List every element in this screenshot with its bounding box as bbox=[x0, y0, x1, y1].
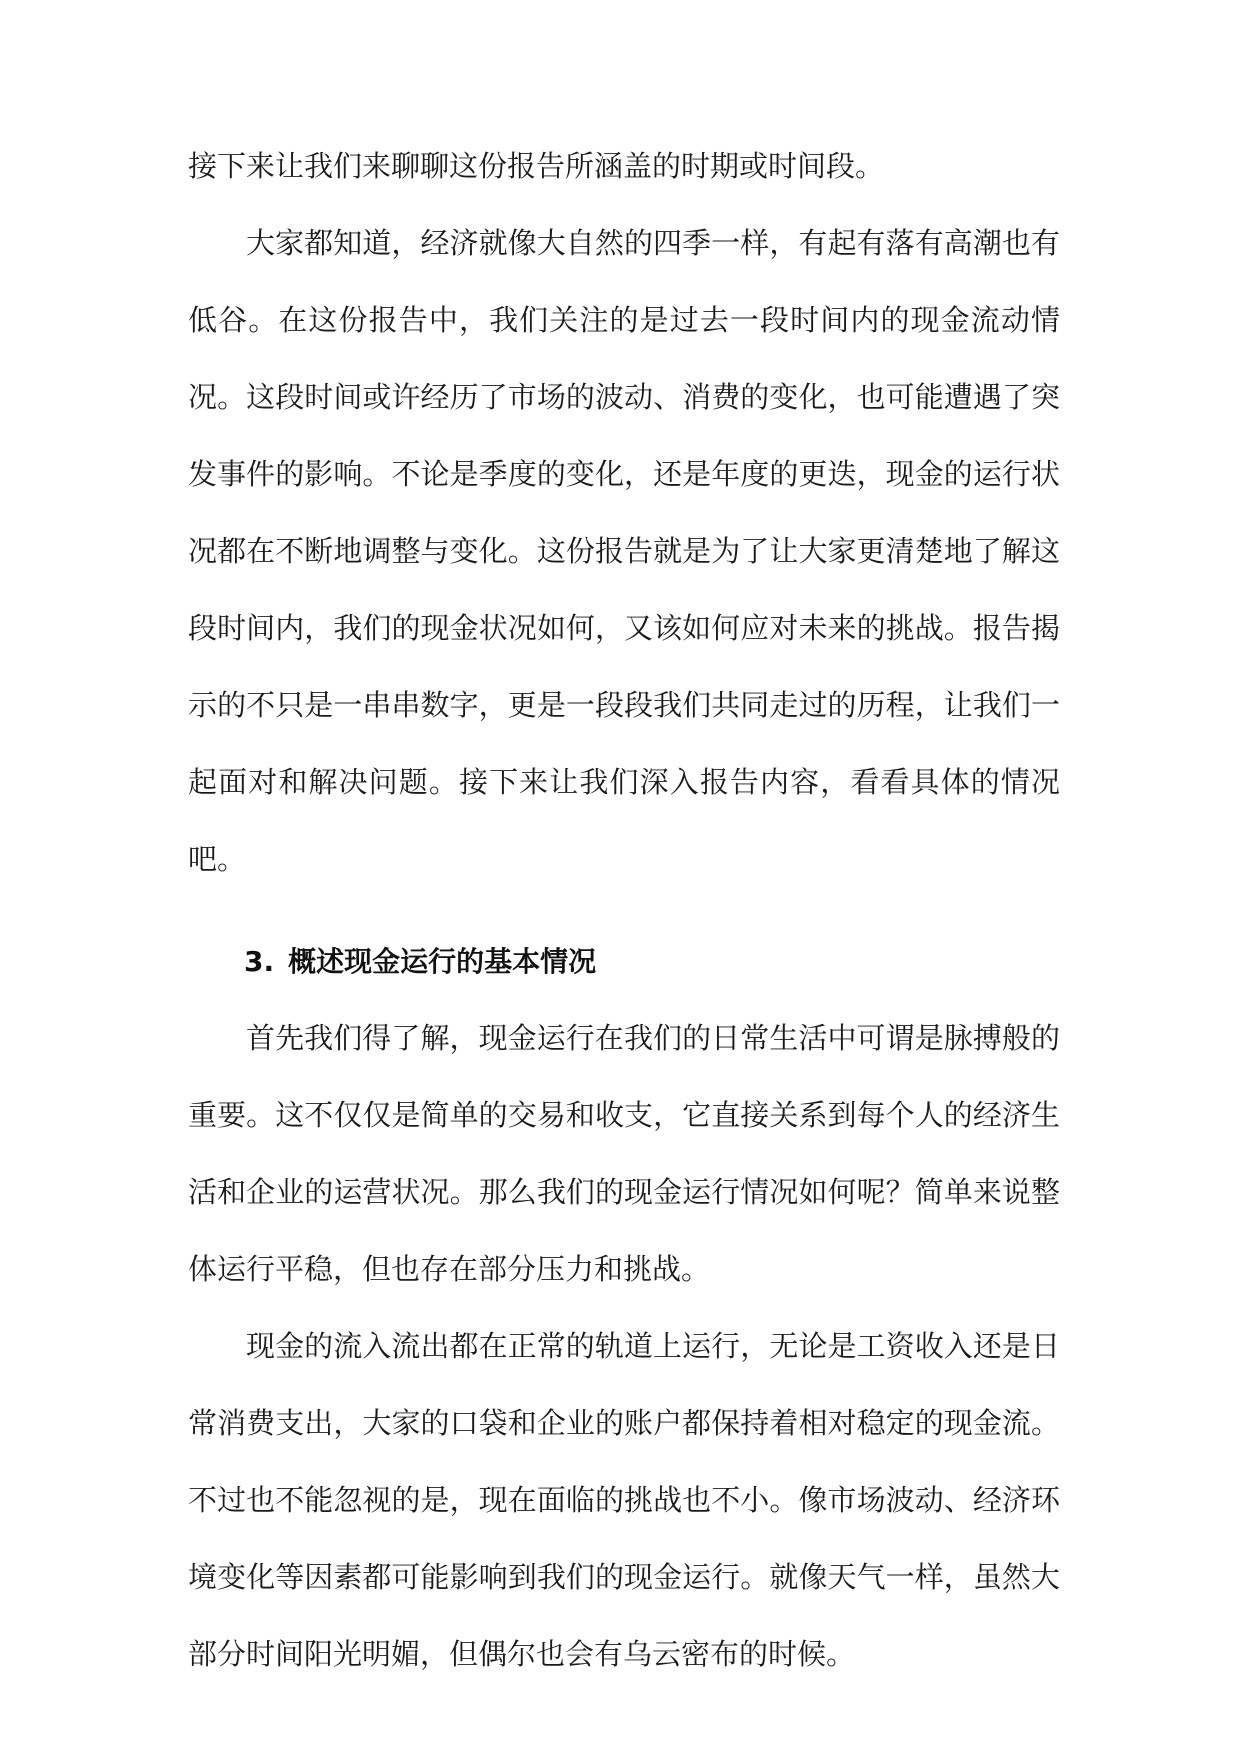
cash-flow-paragraph: 现金的流入流出都在正常的轨道上运行，无论是工资收入还是日常消费支出，大家的口袋和企业的账户都保持着相对稳定的现金流。不过也不能忽视的是，现在面临的挑战也不小。像市场波动、经济环境变化等因素都可能影响到我们的现金运行。就像天气一样，虽然大部分时间阳光明媚，但偶尔也会有乌云密布的时候。 bbox=[188, 1329, 1060, 1671]
time-period-paragraph: 大家都知道，经济就像大自然的四季一样，有起有落有高潮也有低谷。在这份报告中，我们关注的是过去一段时间内的现金流动情况。这段时间或许经历了市场的波动、消费的变化，也可能遭遇了突发事件的影响。不论是季度的变化，还是年度的更迭，现金的运行状况都在不断地调整与变化。这份报告就是为了让大家更清楚地了解这段时间内，我们的现金状况如何，又该如何应对未来的挑战。报告揭示的不只是一串串数字，更是一段段我们共同走过的历程，让我们一起面对和解决问题。接下来让我们深入报告内容，看看具体的情况吧。 bbox=[188, 226, 1060, 876]
section-title: 概述现金运行的基本情况 bbox=[288, 945, 597, 978]
section-number: 3. bbox=[244, 945, 275, 978]
intro-paragraph: 接下来让我们来聊聊这份报告所涵盖的时期或时间段。 bbox=[188, 149, 885, 183]
document-page bbox=[188, 128, 1060, 1693]
section-heading bbox=[188, 923, 1060, 1000]
overview-paragraph: 首先我们得了解，现金运行在我们的日常生活中可谓是脉搏般的重要。这不仅仅是简单的交易和收支，它直接关系到每个人的经济生活和企业的运营状况。那么我们的现金运行情况如何呢？简单来说整体运行平稳，但也存在部分压力和挑战。 bbox=[188, 1021, 1060, 1286]
